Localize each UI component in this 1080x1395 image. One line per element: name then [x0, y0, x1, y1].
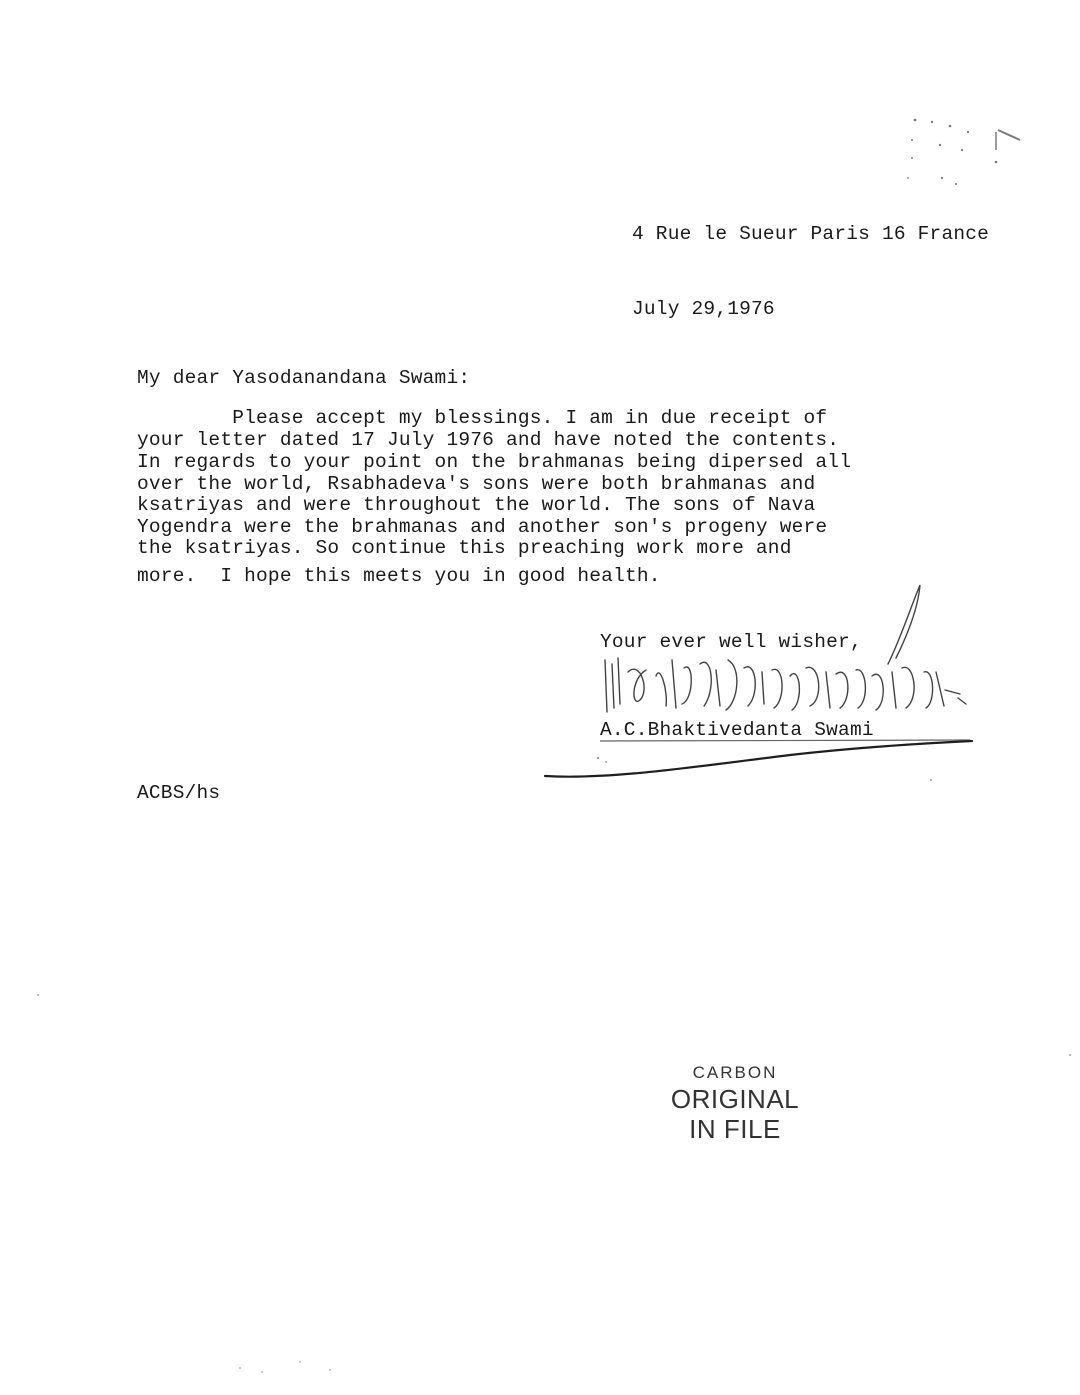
sender-address: 4 Rue le Sueur Paris 16 France — [632, 223, 990, 245]
stamp-line-1: CARBON — [692, 1063, 778, 1082]
signature-underline — [545, 741, 972, 777]
body-line: ksatriyas and were throughout the world. The sons of Nava — [137, 494, 816, 516]
body-line: Yogendra were the brahmanas and another son's progeny were — [137, 516, 828, 538]
stamp-line-3: IN FILE — [689, 1114, 781, 1144]
carbon-original-stamp — [640, 1062, 830, 1144]
body-line: the ksatriyas. So continue this preaching work more and — [137, 537, 792, 559]
signer-name: A.C.Bhaktivedanta Swami — [600, 719, 874, 741]
body-line: more. I hope this meets you in good health. — [137, 565, 661, 587]
signature-scribble — [605, 585, 966, 712]
body-line: Please accept my blessings. I am in due receipt of — [137, 407, 828, 429]
body-line: over the world, Rsabhadeva's sons were both brahmanas and — [137, 473, 816, 495]
closing-line: Your ever well wisher, — [600, 631, 862, 653]
signer-underline — [600, 740, 970, 741]
body-line: In regards to your point on the brahmanas being dipersed all — [137, 451, 852, 473]
salutation: My dear Yasodanandana Swami: — [137, 367, 471, 389]
reference-initials: ACBS/hs — [137, 782, 221, 804]
paper-specks — [37, 757, 1071, 1373]
letter-date: July 29,1976 — [632, 298, 775, 320]
corner-stamp-marks — [907, 119, 1020, 185]
body-line: your letter dated 17 July 1976 and have noted the contents. — [137, 429, 840, 451]
stamp-line-2: ORIGINAL — [670, 1084, 800, 1114]
